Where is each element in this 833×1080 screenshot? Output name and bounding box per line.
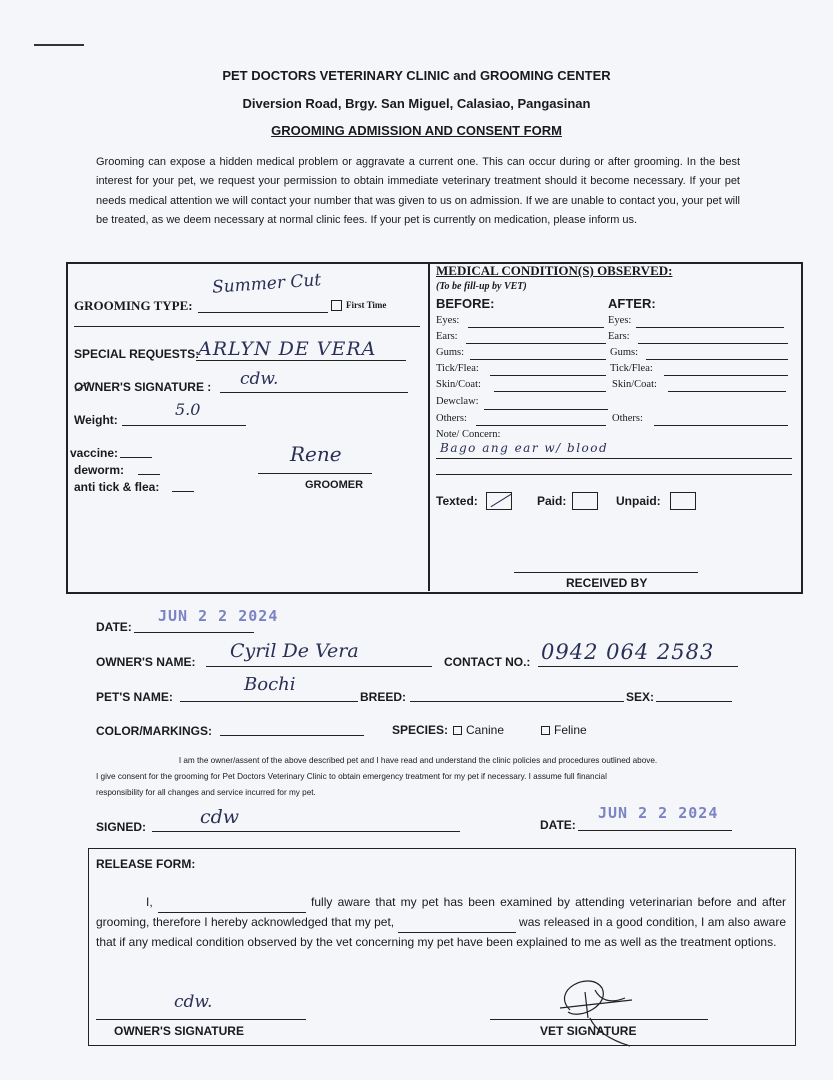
pet-name-line — [180, 701, 358, 702]
vaccine-label: vaccine: — [70, 446, 119, 460]
date-line — [134, 632, 254, 633]
before-tick-line — [490, 375, 606, 376]
first-time-checkbox[interactable] — [331, 300, 386, 311]
breed-line — [410, 701, 624, 702]
release-end: was released in a good condition, I am also aware that if any medical condition observed by the vet concerning my pet have been explained to me as well as the treatment options. — [96, 915, 787, 949]
pet-name-label: PET'S NAME: — [96, 690, 173, 704]
before-eyes-line — [468, 327, 604, 328]
deworm-label: deworm: — [74, 463, 125, 477]
consent-line-3: responsibility for all changes and service incurred for my pet. — [96, 788, 316, 797]
before-gums: Gums: — [436, 347, 465, 358]
clinic-name: PET DOCTORS VETERINARY CLINIC and GROOMING CENTER — [222, 68, 611, 83]
signed-line — [152, 831, 460, 832]
before-ears-line — [466, 343, 606, 344]
groomer-line — [258, 473, 372, 474]
pet-name-value: Bochi — [244, 674, 296, 695]
color-line — [220, 735, 364, 736]
owner-name-label: OWNER'S NAME: — [96, 655, 196, 669]
after-tick-flea: Tick/Flea: — [610, 363, 653, 374]
grooming-type-label: GROOMING TYPE: — [74, 298, 193, 313]
box-divider — [428, 263, 430, 591]
stray-mark — [34, 44, 84, 46]
breed-label: BREED: — [360, 690, 407, 704]
clinic-address: Diversion Road, Brgy. San Miguel, Calasiao, Pangasinan — [242, 96, 591, 111]
special-requests-label: SPECIAL REQUESTS: — [74, 347, 200, 361]
grooming-type-value: Summer Cut — [211, 270, 322, 298]
species-label: SPECIES: — [392, 723, 449, 737]
signed-value: cdw — [200, 806, 240, 828]
after-label: AFTER: — [608, 296, 656, 311]
form-title: GROOMING ADMISSION AND CONSENT FORM — [271, 123, 562, 138]
before-label: BEFORE: — [436, 296, 495, 311]
texted-label: Texted: — [436, 494, 478, 508]
owner-signature-line — [220, 392, 408, 393]
grooming-type-line-2 — [74, 326, 420, 327]
note-line-2 — [436, 474, 792, 475]
unpaid-label: Unpaid: — [616, 494, 661, 508]
before-skin-line — [494, 391, 606, 392]
weight-label: Weight: — [74, 413, 118, 427]
note-value: Bago ang ear w/ blood — [440, 441, 609, 455]
before-others-line — [476, 425, 606, 426]
before-skin-coat: Skin/Coat: — [436, 379, 481, 390]
vaccine-line — [120, 457, 152, 458]
release-prefix: I, — [146, 895, 153, 909]
color-label: COLOR/MARKINGS: — [96, 724, 212, 738]
owner-signature-value: cdw. — [240, 369, 279, 389]
after-eyes-line — [636, 327, 784, 328]
unpaid-checkbox[interactable] — [670, 492, 696, 510]
owner-signature-label: OWNER'S SIGNATURE : — [74, 380, 212, 394]
date-stamp: JUN 2 2 2024 — [158, 607, 279, 625]
vet-sig-label: VET SIGNATURE — [540, 1024, 637, 1038]
feline-label: Feline — [554, 723, 587, 737]
canine-label: Canine — [466, 723, 505, 737]
canine-option[interactable] — [453, 723, 504, 737]
contact-line — [538, 666, 738, 667]
after-others-line — [654, 425, 788, 426]
sex-line — [656, 701, 732, 702]
special-requests-value: ARLYN DE VERA — [198, 338, 377, 360]
first-time-label: First Time — [346, 300, 387, 310]
release-owner-sig-line — [96, 1019, 306, 1020]
before-eyes: Eyes: — [436, 315, 460, 326]
vet-sig-line — [490, 1019, 708, 1020]
after-skin-line — [668, 391, 786, 392]
before-dewclaw: Dewclaw: — [436, 396, 479, 407]
contact-value: 0942 064 2583 — [541, 640, 715, 664]
release-owner-signature: cdw. — [174, 992, 213, 1012]
after-gums: Gums: — [610, 347, 639, 358]
owner-name-value: Cyril De Vera — [230, 640, 359, 662]
after-tick-line — [664, 375, 788, 376]
release-owner-sig-label: OWNER'S SIGNATURE — [114, 1024, 244, 1038]
weight-value: 5.0 — [175, 400, 201, 419]
before-dewclaw-line — [484, 409, 608, 410]
after-gums-line — [646, 359, 788, 360]
feline-option[interactable] — [541, 723, 587, 737]
paid-label: Paid: — [537, 494, 567, 508]
first-time-box[interactable] — [331, 300, 342, 311]
groomer-signature: Rene — [290, 442, 342, 466]
medical-title: MEDICAL CONDITION(S) OBSERVED: — [436, 263, 673, 278]
release-owner-blank — [158, 893, 306, 913]
release-mid: fully aware that my pet has been examined by attending veterinarian before and after grooming, therefore I hereby acknowledged that my pet, — [96, 895, 786, 929]
vet-signature-scribble — [540, 970, 640, 1050]
anti-tick-line — [172, 491, 194, 492]
release-paragraph — [96, 893, 786, 952]
before-gums-line — [470, 359, 606, 360]
before-others: Others: — [436, 413, 467, 424]
consent-date-stamp: JUN 2 2 2024 — [598, 804, 719, 822]
after-ears-line — [638, 343, 788, 344]
date-label: DATE: — [96, 620, 132, 634]
intro-paragraph: Grooming can expose a hidden medical problem or aggravate a current one. This can occur during or after grooming. In the best interest for your pet, we request your permission to obtain immediate veterinary treatment should it become necessary. If your pet needs medical attention we will contact your number that was given to us on admission. If we are unable to contact you, your pet will be treated, as we deem necessary at normal clinic fees. If your pet is currently on medication, please inform us. — [96, 156, 740, 226]
after-skin-coat: Skin/Coat: — [612, 379, 657, 390]
after-ears: Ears: — [608, 331, 630, 342]
consent-line-1: I am the owner/assent of the above described pet and I have read and understand the clinic policies and procedures outlined above. — [178, 756, 658, 765]
groomer-label: GROOMER — [305, 479, 364, 491]
owner-name-line — [206, 666, 432, 667]
weight-line — [122, 425, 246, 426]
received-by-label: RECEIVED BY — [566, 576, 648, 590]
canine-box[interactable] — [453, 726, 462, 735]
note-line-1 — [436, 458, 792, 459]
signed-label: SIGNED: — [96, 820, 147, 834]
grooming-type-line — [198, 312, 328, 313]
paid-checkbox[interactable] — [572, 492, 598, 510]
note-label: Note/ Concern: — [436, 429, 501, 440]
deworm-line — [138, 474, 160, 475]
consent-date-label: DATE: — [540, 818, 576, 832]
after-others: Others: — [612, 413, 643, 424]
consent-date-line — [578, 830, 732, 831]
release-pet-blank — [398, 913, 516, 933]
before-tick-flea: Tick/Flea: — [436, 363, 479, 374]
contact-label: CONTACT NO.: — [444, 655, 531, 669]
special-requests-line — [196, 360, 406, 361]
after-eyes: Eyes: — [608, 315, 632, 326]
anti-tick-label: anti tick & flea: — [74, 480, 160, 494]
release-title: RELEASE FORM: — [96, 857, 196, 871]
medical-subtitle: (To be fill-up by VET) — [436, 281, 527, 292]
consent-line-2: I give consent for the grooming for Pet Doctors Veterinary Clinic to obtain emergency treatment for my pet if necessary. I assume full financial — [96, 772, 607, 781]
feline-box[interactable] — [541, 726, 550, 735]
sex-label: SEX: — [626, 690, 655, 704]
before-ears: Ears: — [436, 331, 458, 342]
received-by-line — [514, 572, 698, 573]
